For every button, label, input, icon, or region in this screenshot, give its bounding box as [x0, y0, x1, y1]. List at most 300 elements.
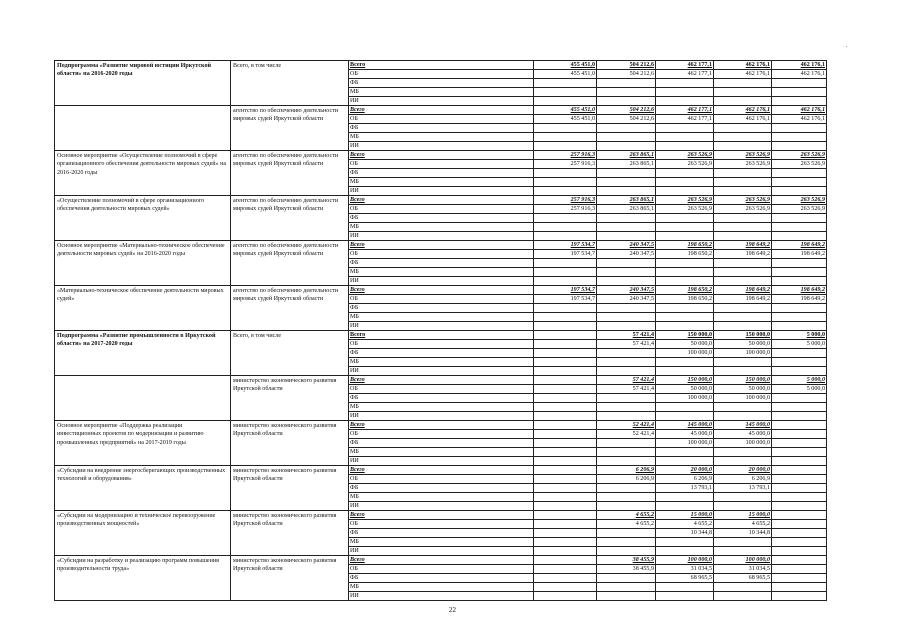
funding-source-cell: Всего [349, 466, 534, 475]
amount-cell: 198 649,2 [772, 241, 827, 250]
amount-cell: 263 526,9 [656, 205, 714, 214]
amount-cell [597, 592, 656, 601]
amount-cell [772, 592, 827, 601]
amount-cell [772, 358, 827, 367]
amount-cell [714, 169, 772, 178]
amount-cell: 462 177,1 [656, 70, 714, 79]
funding-source-cell: ФБ [349, 124, 534, 133]
amount-cell [772, 484, 827, 493]
funding-source-cell: МБ [349, 583, 534, 592]
amount-cell [656, 592, 714, 601]
funding-source-cell: ИИ [349, 502, 534, 511]
amount-cell [656, 358, 714, 367]
amount-cell [597, 124, 656, 133]
amount-cell [656, 304, 714, 313]
executor-cell: министерство экономического развития Иркутской области [231, 556, 349, 601]
amount-cell: 50 000,0 [714, 385, 772, 394]
amount-cell [714, 88, 772, 97]
amount-cell [534, 358, 597, 367]
amount-cell: 263 865,1 [597, 205, 656, 214]
table-row [55, 466, 827, 475]
amount-cell [714, 187, 772, 196]
scan-speck [846, 46, 847, 47]
funding-source-cell: МБ [349, 448, 534, 457]
amount-cell: 263 526,9 [772, 160, 827, 169]
amount-cell [597, 187, 656, 196]
amount-cell [772, 556, 827, 565]
amount-cell: 197 534,7 [534, 250, 597, 259]
measure-name-cell: Подпрограмма «Развитие промышленности в Иркутской области» на 2017-2020 годы [55, 331, 231, 376]
amount-cell [597, 574, 656, 583]
amount-cell: 197 534,7 [534, 286, 597, 295]
amount-cell [534, 322, 597, 331]
amount-cell [656, 214, 714, 223]
amount-cell [597, 322, 656, 331]
amount-cell [714, 133, 772, 142]
executor-cell: агентство по обеспечению деятельности мировых судей Иркутской области [231, 196, 349, 241]
amount-cell: 45 000,0 [656, 430, 714, 439]
amount-cell [772, 439, 827, 448]
amount-cell: 50 000,0 [714, 340, 772, 349]
table-row [55, 196, 827, 205]
amount-cell [714, 457, 772, 466]
amount-cell: 38 455,9 [597, 565, 656, 574]
amount-cell: 197 534,7 [534, 241, 597, 250]
executor-cell: агентство по обеспечению деятельности мировых судей Иркутской области [231, 106, 349, 151]
amount-cell [534, 511, 597, 520]
funding-source-cell: ОБ [349, 160, 534, 169]
amount-cell: 240 347,5 [597, 286, 656, 295]
funding-source-cell: МБ [349, 133, 534, 142]
amount-cell [714, 142, 772, 151]
table-row [55, 241, 827, 250]
amount-cell: 6 206,9 [597, 466, 656, 475]
measure-name-cell: Подпрограмма «Развитие мировой юстиции Иркутской области» на 2016-2020 годы [55, 61, 231, 106]
amount-cell [714, 304, 772, 313]
amount-cell: 198 650,2 [656, 286, 714, 295]
amount-cell [772, 214, 827, 223]
amount-cell [534, 439, 597, 448]
amount-cell: 4 655,2 [597, 511, 656, 520]
amount-cell: 198 649,2 [714, 250, 772, 259]
page-number: 22 [449, 606, 456, 614]
amount-cell: 263 526,9 [714, 196, 772, 205]
funding-source-cell: ИИ [349, 322, 534, 331]
funding-source-cell: ОБ [349, 430, 534, 439]
funding-source-cell: МБ [349, 538, 534, 547]
amount-cell [656, 142, 714, 151]
executor-cell: агентство по обеспечению деятельности мировых судей Иркутской области [231, 151, 349, 196]
amount-cell [714, 232, 772, 241]
funding-source-cell: ИИ [349, 457, 534, 466]
table-row [55, 421, 827, 430]
amount-cell [534, 430, 597, 439]
funding-source-cell: ИИ [349, 547, 534, 556]
amount-cell: 4 655,2 [656, 520, 714, 529]
amount-cell [597, 169, 656, 178]
amount-cell: 5 000,0 [772, 340, 827, 349]
funding-source-cell: ОБ [349, 115, 534, 124]
amount-cell [534, 592, 597, 601]
funding-source-cell: ФБ [349, 394, 534, 403]
amount-cell [772, 574, 827, 583]
amount-cell [534, 187, 597, 196]
amount-cell [597, 349, 656, 358]
amount-cell: 455 451,0 [534, 61, 597, 70]
amount-cell [772, 511, 827, 520]
amount-cell [714, 277, 772, 286]
amount-cell [597, 304, 656, 313]
amount-cell [534, 520, 597, 529]
funding-source-cell: ФБ [349, 304, 534, 313]
funding-source-cell: ФБ [349, 484, 534, 493]
amount-cell: 257 916,3 [534, 160, 597, 169]
amount-cell: 198 650,2 [656, 241, 714, 250]
amount-cell: 20 000,0 [656, 466, 714, 475]
amount-cell [597, 79, 656, 88]
amount-cell [772, 529, 827, 538]
amount-cell: 57 421,4 [597, 340, 656, 349]
amount-cell: 100 000,0 [656, 439, 714, 448]
amount-cell: 10 344,8 [714, 529, 772, 538]
amount-cell: 240 347,5 [597, 250, 656, 259]
amount-cell [534, 304, 597, 313]
funding-source-cell: ОБ [349, 295, 534, 304]
amount-cell: 263 865,1 [597, 160, 656, 169]
amount-cell: 100 000,0 [714, 556, 772, 565]
funding-source-cell: ФБ [349, 259, 534, 268]
amount-cell [534, 88, 597, 97]
amount-cell: 145 000,0 [714, 421, 772, 430]
amount-cell [534, 340, 597, 349]
amount-cell [772, 583, 827, 592]
funding-source-cell: МБ [349, 493, 534, 502]
amount-cell [656, 187, 714, 196]
amount-cell [772, 88, 827, 97]
amount-cell: 57 421,4 [597, 331, 656, 340]
funding-source-cell: Всего [349, 331, 534, 340]
amount-cell: 68 965,5 [714, 574, 772, 583]
amount-cell [656, 493, 714, 502]
amount-cell [714, 178, 772, 187]
amount-cell: 13 793,1 [656, 484, 714, 493]
amount-cell: 198 650,2 [656, 250, 714, 259]
amount-cell [714, 313, 772, 322]
amount-cell [656, 97, 714, 106]
amount-cell [656, 277, 714, 286]
amount-cell [714, 502, 772, 511]
amount-cell: 150 000,0 [714, 331, 772, 340]
amount-cell [772, 313, 827, 322]
amount-cell [714, 592, 772, 601]
amount-cell: 100 000,0 [656, 349, 714, 358]
amount-cell: 462 177,1 [656, 106, 714, 115]
funding-source-cell: ОБ [349, 565, 534, 574]
amount-cell: 462 176,1 [772, 115, 827, 124]
amount-cell: 263 526,9 [656, 160, 714, 169]
amount-cell: 198 649,2 [772, 295, 827, 304]
amount-cell [772, 475, 827, 484]
table-row [55, 376, 827, 385]
amount-cell [534, 142, 597, 151]
amount-cell [597, 493, 656, 502]
amount-cell [714, 259, 772, 268]
amount-cell [534, 457, 597, 466]
amount-cell [772, 268, 827, 277]
amount-cell [772, 349, 827, 358]
amount-cell [656, 133, 714, 142]
amount-cell [772, 97, 827, 106]
amount-cell [534, 259, 597, 268]
amount-cell: 45 000,0 [714, 430, 772, 439]
amount-cell: 263 526,9 [772, 151, 827, 160]
funding-source-cell: ОБ [349, 520, 534, 529]
amount-cell: 150 000,0 [656, 376, 714, 385]
amount-cell [597, 259, 656, 268]
amount-cell: 198 649,2 [714, 286, 772, 295]
amount-cell: 263 526,9 [714, 205, 772, 214]
executor-cell: агентство по обеспечению деятельности мировых судей Иркутской области [231, 241, 349, 286]
amount-cell [534, 79, 597, 88]
amount-cell [656, 367, 714, 376]
amount-cell: 462 176,1 [772, 70, 827, 79]
amount-cell: 504 212,6 [597, 61, 656, 70]
table-row [55, 556, 827, 565]
amount-cell [597, 412, 656, 421]
amount-cell: 31 034,5 [714, 565, 772, 574]
amount-cell [656, 547, 714, 556]
table-row [55, 151, 827, 160]
amount-cell [597, 502, 656, 511]
funding-source-cell: ИИ [349, 367, 534, 376]
executor-cell: Всего, в том числе [231, 61, 349, 106]
amount-cell [656, 322, 714, 331]
amount-cell [772, 367, 827, 376]
amount-cell [534, 268, 597, 277]
amount-cell [714, 583, 772, 592]
amount-cell: 5 000,0 [772, 376, 827, 385]
amount-cell [656, 259, 714, 268]
amount-cell [772, 457, 827, 466]
amount-cell [656, 268, 714, 277]
amount-cell [772, 520, 827, 529]
amount-cell [772, 232, 827, 241]
amount-cell [714, 268, 772, 277]
amount-cell [772, 547, 827, 556]
amount-cell [534, 124, 597, 133]
amount-cell: 10 344,8 [656, 529, 714, 538]
measure-name-cell: «Осуществление полномочий в сфере организационного обеспечения деятельности мировых судей» [55, 196, 231, 241]
amount-cell [597, 142, 656, 151]
amount-cell [714, 493, 772, 502]
executor-cell: агентство по обеспечению деятельности мировых судей Иркутской области [231, 286, 349, 331]
funding-source-cell: МБ [349, 88, 534, 97]
table-row [55, 331, 827, 340]
measure-name-cell [55, 376, 231, 421]
amount-cell: 455 451,0 [534, 115, 597, 124]
amount-cell [656, 403, 714, 412]
amount-cell [714, 538, 772, 547]
funding-source-cell: ФБ [349, 79, 534, 88]
amount-cell [714, 403, 772, 412]
amount-cell: 455 451,0 [534, 70, 597, 79]
amount-cell: 20 000,0 [714, 466, 772, 475]
amount-cell [597, 268, 656, 277]
amount-cell: 100 000,0 [714, 394, 772, 403]
amount-cell [656, 178, 714, 187]
amount-cell [534, 394, 597, 403]
amount-cell [772, 142, 827, 151]
amount-cell: 198 650,2 [656, 295, 714, 304]
amount-cell: 263 526,9 [714, 151, 772, 160]
amount-cell [714, 547, 772, 556]
executor-cell: министерство экономического развития Иркутской области [231, 421, 349, 466]
amount-cell [772, 304, 827, 313]
amount-cell [597, 484, 656, 493]
amount-cell [772, 448, 827, 457]
amount-cell [534, 385, 597, 394]
amount-cell [656, 313, 714, 322]
funding-source-cell: ФБ [349, 574, 534, 583]
amount-cell: 50 000,0 [656, 340, 714, 349]
funding-source-cell: ИИ [349, 232, 534, 241]
funding-source-cell: Всего [349, 286, 534, 295]
funding-source-cell: ФБ [349, 439, 534, 448]
measure-name-cell: «Субсидии на внедрение энергосберегающих производственных технологий и оборудования» [55, 466, 231, 511]
amount-cell [772, 133, 827, 142]
amount-cell [772, 466, 827, 475]
amount-cell [656, 169, 714, 178]
funding-source-cell: ИИ [349, 142, 534, 151]
amount-cell: 198 649,2 [714, 241, 772, 250]
amount-cell: 462 176,1 [714, 115, 772, 124]
amount-cell: 257 916,3 [534, 205, 597, 214]
amount-cell [772, 178, 827, 187]
amount-cell [534, 376, 597, 385]
amount-cell [772, 403, 827, 412]
amount-cell: 15 000,0 [714, 511, 772, 520]
amount-cell [656, 457, 714, 466]
amount-cell [534, 448, 597, 457]
funding-source-cell: ОБ [349, 385, 534, 394]
amount-cell: 4 655,2 [597, 520, 656, 529]
amount-cell: 145 000,0 [656, 421, 714, 430]
amount-cell [597, 457, 656, 466]
amount-cell [534, 493, 597, 502]
amount-cell [597, 529, 656, 538]
amount-cell: 52 421,4 [597, 421, 656, 430]
amount-cell [597, 223, 656, 232]
amount-cell [534, 214, 597, 223]
measure-name-cell: «Субсидии на разработку и реализацию программ повышения производительности труда» [55, 556, 231, 601]
executor-cell: министерство экономического развития Иркутской области [231, 376, 349, 421]
funding-source-cell: МБ [349, 313, 534, 322]
amount-cell [597, 439, 656, 448]
amount-cell [597, 313, 656, 322]
amount-cell [534, 403, 597, 412]
amount-cell [597, 583, 656, 592]
measure-name-cell: Основное мероприятие «Поддержка реализации инвестиционных проектов по модернизации и развитию промышленных предприятий» на 2017-2019 годы [55, 421, 231, 466]
amount-cell [534, 484, 597, 493]
amount-cell [534, 475, 597, 484]
funding-source-cell: ИИ [349, 592, 534, 601]
amount-cell [714, 358, 772, 367]
amount-cell: 52 421,4 [597, 430, 656, 439]
amount-cell: 263 865,1 [597, 196, 656, 205]
amount-cell: 455 451,0 [534, 106, 597, 115]
funding-source-cell: Всего [349, 556, 534, 565]
funding-source-cell: ОБ [349, 340, 534, 349]
amount-cell [597, 133, 656, 142]
funding-source-cell: ФБ [349, 169, 534, 178]
amount-cell: 504 212,6 [597, 106, 656, 115]
amount-cell: 198 649,2 [772, 250, 827, 259]
amount-cell [772, 412, 827, 421]
funding-source-cell: ФБ [349, 529, 534, 538]
table-row [55, 106, 827, 115]
funding-source-cell: МБ [349, 268, 534, 277]
funding-source-cell: МБ [349, 358, 534, 367]
amount-cell [534, 169, 597, 178]
amount-cell: 263 526,9 [656, 196, 714, 205]
funding-source-cell: МБ [349, 223, 534, 232]
table-row [55, 61, 827, 70]
amount-cell [656, 538, 714, 547]
amount-cell: 31 034,5 [656, 565, 714, 574]
funding-source-cell: Всего [349, 106, 534, 115]
amount-cell: 462 177,1 [656, 115, 714, 124]
amount-cell [714, 367, 772, 376]
amount-cell: 263 526,9 [714, 160, 772, 169]
amount-cell [597, 394, 656, 403]
amount-cell: 150 000,0 [714, 376, 772, 385]
amount-cell [534, 466, 597, 475]
amount-cell: 462 176,1 [714, 106, 772, 115]
amount-cell [534, 421, 597, 430]
amount-cell [534, 349, 597, 358]
amount-cell: 50 000,0 [656, 385, 714, 394]
funding-source-cell: ИИ [349, 97, 534, 106]
amount-cell [656, 124, 714, 133]
amount-cell: 257 916,3 [534, 196, 597, 205]
amount-cell [597, 547, 656, 556]
amount-cell [772, 259, 827, 268]
table-row [55, 286, 827, 295]
amount-cell [656, 502, 714, 511]
executor-cell: Всего, в том числе [231, 331, 349, 376]
amount-cell: 462 176,1 [772, 61, 827, 70]
amount-cell: 263 526,9 [772, 205, 827, 214]
amount-cell: 13 793,1 [714, 484, 772, 493]
amount-cell [534, 133, 597, 142]
measure-name-cell [55, 106, 231, 151]
amount-cell [714, 322, 772, 331]
amount-cell: 197 534,7 [534, 295, 597, 304]
amount-cell [597, 448, 656, 457]
amount-cell: 6 206,9 [597, 475, 656, 484]
amount-cell: 462 176,1 [714, 61, 772, 70]
amount-cell: 5 000,0 [772, 385, 827, 394]
amount-cell [597, 214, 656, 223]
amount-cell: 263 526,9 [656, 151, 714, 160]
amount-cell [656, 412, 714, 421]
funding-source-cell: ИИ [349, 412, 534, 421]
amount-cell [597, 97, 656, 106]
measure-name-cell: Основное мероприятие «Осуществление полномочий в сфере организационного обеспечения деятельности мировых судей» на 2016-2020 годы [55, 151, 231, 196]
measure-name-cell: «Субсидии на модернизацию и техническое перевооружение производственных мощностей» [55, 511, 231, 556]
funding-source-cell: ФБ [349, 349, 534, 358]
amount-cell [656, 232, 714, 241]
